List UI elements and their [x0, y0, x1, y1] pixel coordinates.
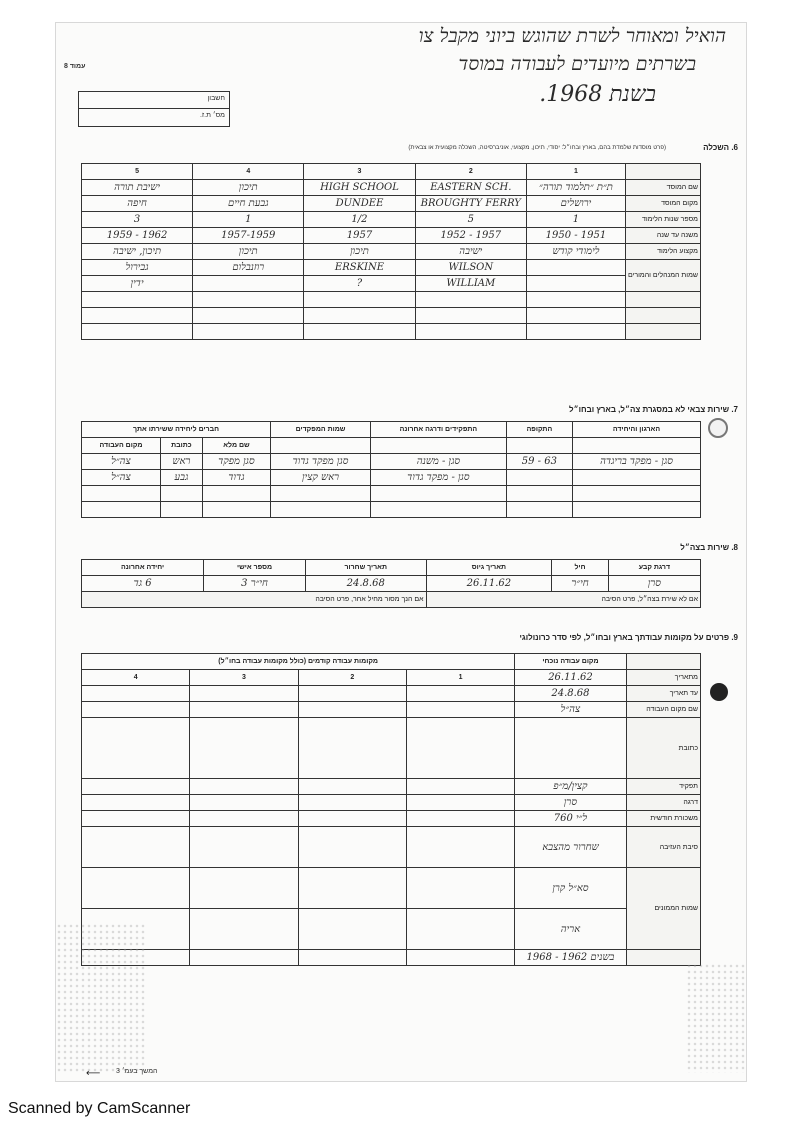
- edu-col-num-4: 4: [193, 164, 304, 180]
- emp-row-label: מתאריך: [626, 670, 700, 686]
- edu-row-label: מקצוע הלימוד: [625, 244, 700, 260]
- id-box-label1: חשבון: [207, 95, 225, 102]
- handwritten-note-line1: הואיל ומאוחר לשרת שהוגש ביוני מקבל צו: [418, 25, 726, 47]
- edu-row-label: שמות המנהלים והמורים: [625, 260, 700, 292]
- education-table: [81, 163, 701, 340]
- idf-header: דרגת קבע: [608, 560, 700, 576]
- edu-cell: 5: [415, 212, 526, 228]
- mil-cell: צה״ל: [82, 470, 161, 486]
- mil-header: חברים ליחידה ששירתו אתך: [82, 422, 271, 438]
- idf-value: 26.11.62: [426, 576, 552, 592]
- edu-cell: [193, 276, 304, 292]
- emp-current-value: סא״ל קרן: [515, 868, 626, 909]
- education-title: 6. השכלה: [703, 143, 738, 152]
- mil-cell: [506, 470, 572, 486]
- employment-title: 9. פרטים על מקומות עבודתך בארץ ובחו״ל, לפי סדר כרונולוגי: [519, 633, 738, 642]
- edu-col-num-2: 2: [415, 164, 526, 180]
- continue-arrow-icon: ⟵: [86, 1068, 101, 1079]
- edu-col-num-1: 1: [526, 164, 625, 180]
- edu-cell: ERSKINE: [304, 260, 415, 276]
- mil-cell: ראש: [160, 454, 202, 470]
- scan-noise: [686, 963, 746, 1073]
- employment-table: [81, 653, 701, 966]
- mil-subheader: שם מלא: [202, 438, 270, 454]
- military-service-table: [81, 421, 701, 518]
- mil-subheader: כתובת: [160, 438, 202, 454]
- edu-cell: גבירול: [82, 260, 193, 276]
- mil-cell: ראש קצין: [271, 470, 371, 486]
- edu-cell: ישיבה: [415, 244, 526, 260]
- emp-row-label: שם מקום העבודה: [626, 702, 700, 718]
- idf-value: חי״ר 3: [204, 576, 306, 592]
- edu-cell: 1950 - 1951: [526, 228, 625, 244]
- edu-row-label: שם המוסד: [625, 180, 700, 196]
- mil-cell: גבע: [160, 470, 202, 486]
- mil-cell: [572, 470, 700, 486]
- edu-cell: ישיבת תורה: [82, 180, 193, 196]
- idf-service-table: [81, 559, 701, 608]
- idf-header: מספר אישי: [204, 560, 306, 576]
- edu-cell: EASTERN SCH.: [415, 180, 526, 196]
- emp-row-label: כתובת: [626, 718, 700, 779]
- id-box-label2: מס׳ ת.ז.: [199, 112, 225, 119]
- emp-current-value: 24.8.68: [515, 686, 626, 702]
- edu-cell: רוזנבלום: [193, 260, 304, 276]
- edu-cell: 1952 - 1957: [415, 228, 526, 244]
- edu-cell: לימודי קודש: [526, 244, 625, 260]
- edu-cell: גבעת חיים: [193, 196, 304, 212]
- edu-corner: [625, 164, 700, 180]
- edu-cell: HIGH SCHOOL: [304, 180, 415, 196]
- emp-current-value: [515, 718, 626, 779]
- emp-prev-header: מקומות עבודה קודמים (כולל מקומות עבודה בחו״ל): [82, 654, 515, 670]
- edu-row-label: מספר שנות הלימוד: [625, 212, 700, 228]
- emp-row-label: דרגה: [626, 795, 700, 811]
- emp-col-num: 2: [298, 670, 406, 686]
- mil-cell: סגן מפקד גדוד: [271, 454, 371, 470]
- edu-cell: ?: [304, 276, 415, 292]
- mil-cell: גדוד: [202, 470, 270, 486]
- mil-cell: 63 - 59: [506, 454, 572, 470]
- continued-label: המשך בעמ׳ 3: [116, 1068, 158, 1075]
- mil-header: התפקידים ודרגה אחרונה: [371, 422, 507, 438]
- edu-cell: BROUGHTY FERRY: [415, 196, 526, 212]
- military-service-title: 7. שירות צבאי לא במסגרת צה״ל, בארץ ובחו״ל: [569, 405, 738, 414]
- mil-subheader: מקום העבודה: [82, 438, 161, 454]
- idf-service-title: 8. שירות בצה״ל: [680, 543, 738, 552]
- edu-cell: חיפה: [82, 196, 193, 212]
- edu-cell: 3: [82, 212, 193, 228]
- punch-hole: [710, 683, 728, 701]
- emp-current-value: 760 ל״י: [515, 811, 626, 827]
- emp-current-value: סרן: [515, 795, 626, 811]
- edu-cell: 1957: [304, 228, 415, 244]
- edu-cell: 1959 - 1962: [82, 228, 193, 244]
- emp-row-label: עד תאריך: [626, 686, 700, 702]
- edu-cell: ירושלים: [526, 196, 625, 212]
- edu-cell: תיכון, ישיבה: [82, 244, 193, 260]
- idf-value: חי״ר: [552, 576, 609, 592]
- edu-cell: תיכון: [304, 244, 415, 260]
- edu-cell: [526, 276, 625, 292]
- scanned-form-page: [55, 22, 747, 1082]
- edu-cell: 1/2: [304, 212, 415, 228]
- emp-row-label: משכורת חודשית: [626, 811, 700, 827]
- mil-header: הארגון והיחידה: [572, 422, 700, 438]
- emp-current-value: קצין/מ״פ: [515, 779, 626, 795]
- signature: בשנים 1962 - 1968: [515, 950, 626, 966]
- edu-cell: WILSON: [415, 260, 526, 276]
- punch-hole: [708, 418, 728, 438]
- idf-value: 24.8.68: [305, 576, 426, 592]
- edu-cell: 1: [193, 212, 304, 228]
- education-instructions: (פרט מוסדות שלמדת בהם, בארץ ובחו״ל: יסודי, תיכון, מקצועי, אוניברסיטה, השכלה מקצועית או צבאית): [408, 145, 666, 151]
- page-label: עמוד 8: [64, 63, 86, 70]
- scanned-by-label: Scanned by CamScanner: [8, 1100, 191, 1117]
- edu-cell: ת״ת ״תלמוד תורה״: [526, 180, 625, 196]
- edu-cell: 1: [526, 212, 625, 228]
- emp-col-num: 3: [190, 670, 298, 686]
- scan-noise: [56, 923, 146, 1073]
- idf-header: חיל: [552, 560, 609, 576]
- edu-row-label: מקום המוסד: [625, 196, 700, 212]
- edu-col-num-3: 3: [304, 164, 415, 180]
- emp-row-label: סיבת העזיבה: [626, 827, 700, 868]
- mil-cell: סגן - מפקד גדוד: [371, 470, 507, 486]
- edu-cell: WILLIAM: [415, 276, 526, 292]
- mil-cell: סגן מפקד: [202, 454, 270, 470]
- idf-value: 6 גד: [82, 576, 204, 592]
- emp-row-label: תפקיד: [626, 779, 700, 795]
- edu-cell: 1957-1959: [193, 228, 304, 244]
- edu-cell: [526, 260, 625, 276]
- emp-col-num: 1: [406, 670, 514, 686]
- edu-cell: תיכון: [193, 244, 304, 260]
- emp-row-label: שמות הממונים: [626, 868, 700, 950]
- mil-cell: סגן - משנה: [371, 454, 507, 470]
- idf-header: תאריך גיוס: [426, 560, 552, 576]
- edu-col-num-5: 5: [82, 164, 193, 180]
- mil-cell: סגן - מפקד בריגדה: [572, 454, 700, 470]
- emp-current-header: מקום עבודה נוכחי: [515, 654, 626, 670]
- mil-header: התקופה: [506, 422, 572, 438]
- emp-col-num: 4: [82, 670, 190, 686]
- idf-header: תאריך שחרור: [305, 560, 426, 576]
- edu-cell: תיכון: [193, 180, 304, 196]
- idf-sub-label: אם לא שירת בצה״ל, פרט הסיבה: [426, 592, 700, 608]
- idf-sub-label: אם הנך מסור מחיל אחר, פרט הסיבה: [82, 592, 427, 608]
- edu-cell: DUNDEE: [304, 196, 415, 212]
- edu-cell: ידין: [82, 276, 193, 292]
- emp-current-value: אריה: [515, 909, 626, 950]
- id-box: [78, 91, 230, 127]
- edu-row-label: משנה עד שנה: [625, 228, 700, 244]
- mil-header: שמות המפקדים: [271, 422, 371, 438]
- emp-current-value: צה״ל: [515, 702, 626, 718]
- idf-value: סרן: [608, 576, 700, 592]
- emp-current-value: 26.11.62: [515, 670, 626, 686]
- handwritten-note-line3: בשנת 1968.: [539, 82, 656, 107]
- mil-cell: צה״ל: [82, 454, 161, 470]
- handwritten-note-line2: בשרתים מיועדים לעבודה במוסד: [458, 53, 696, 75]
- idf-header: יחידה אחרונה: [82, 560, 204, 576]
- emp-current-value: שחרור מהצבא: [515, 827, 626, 868]
